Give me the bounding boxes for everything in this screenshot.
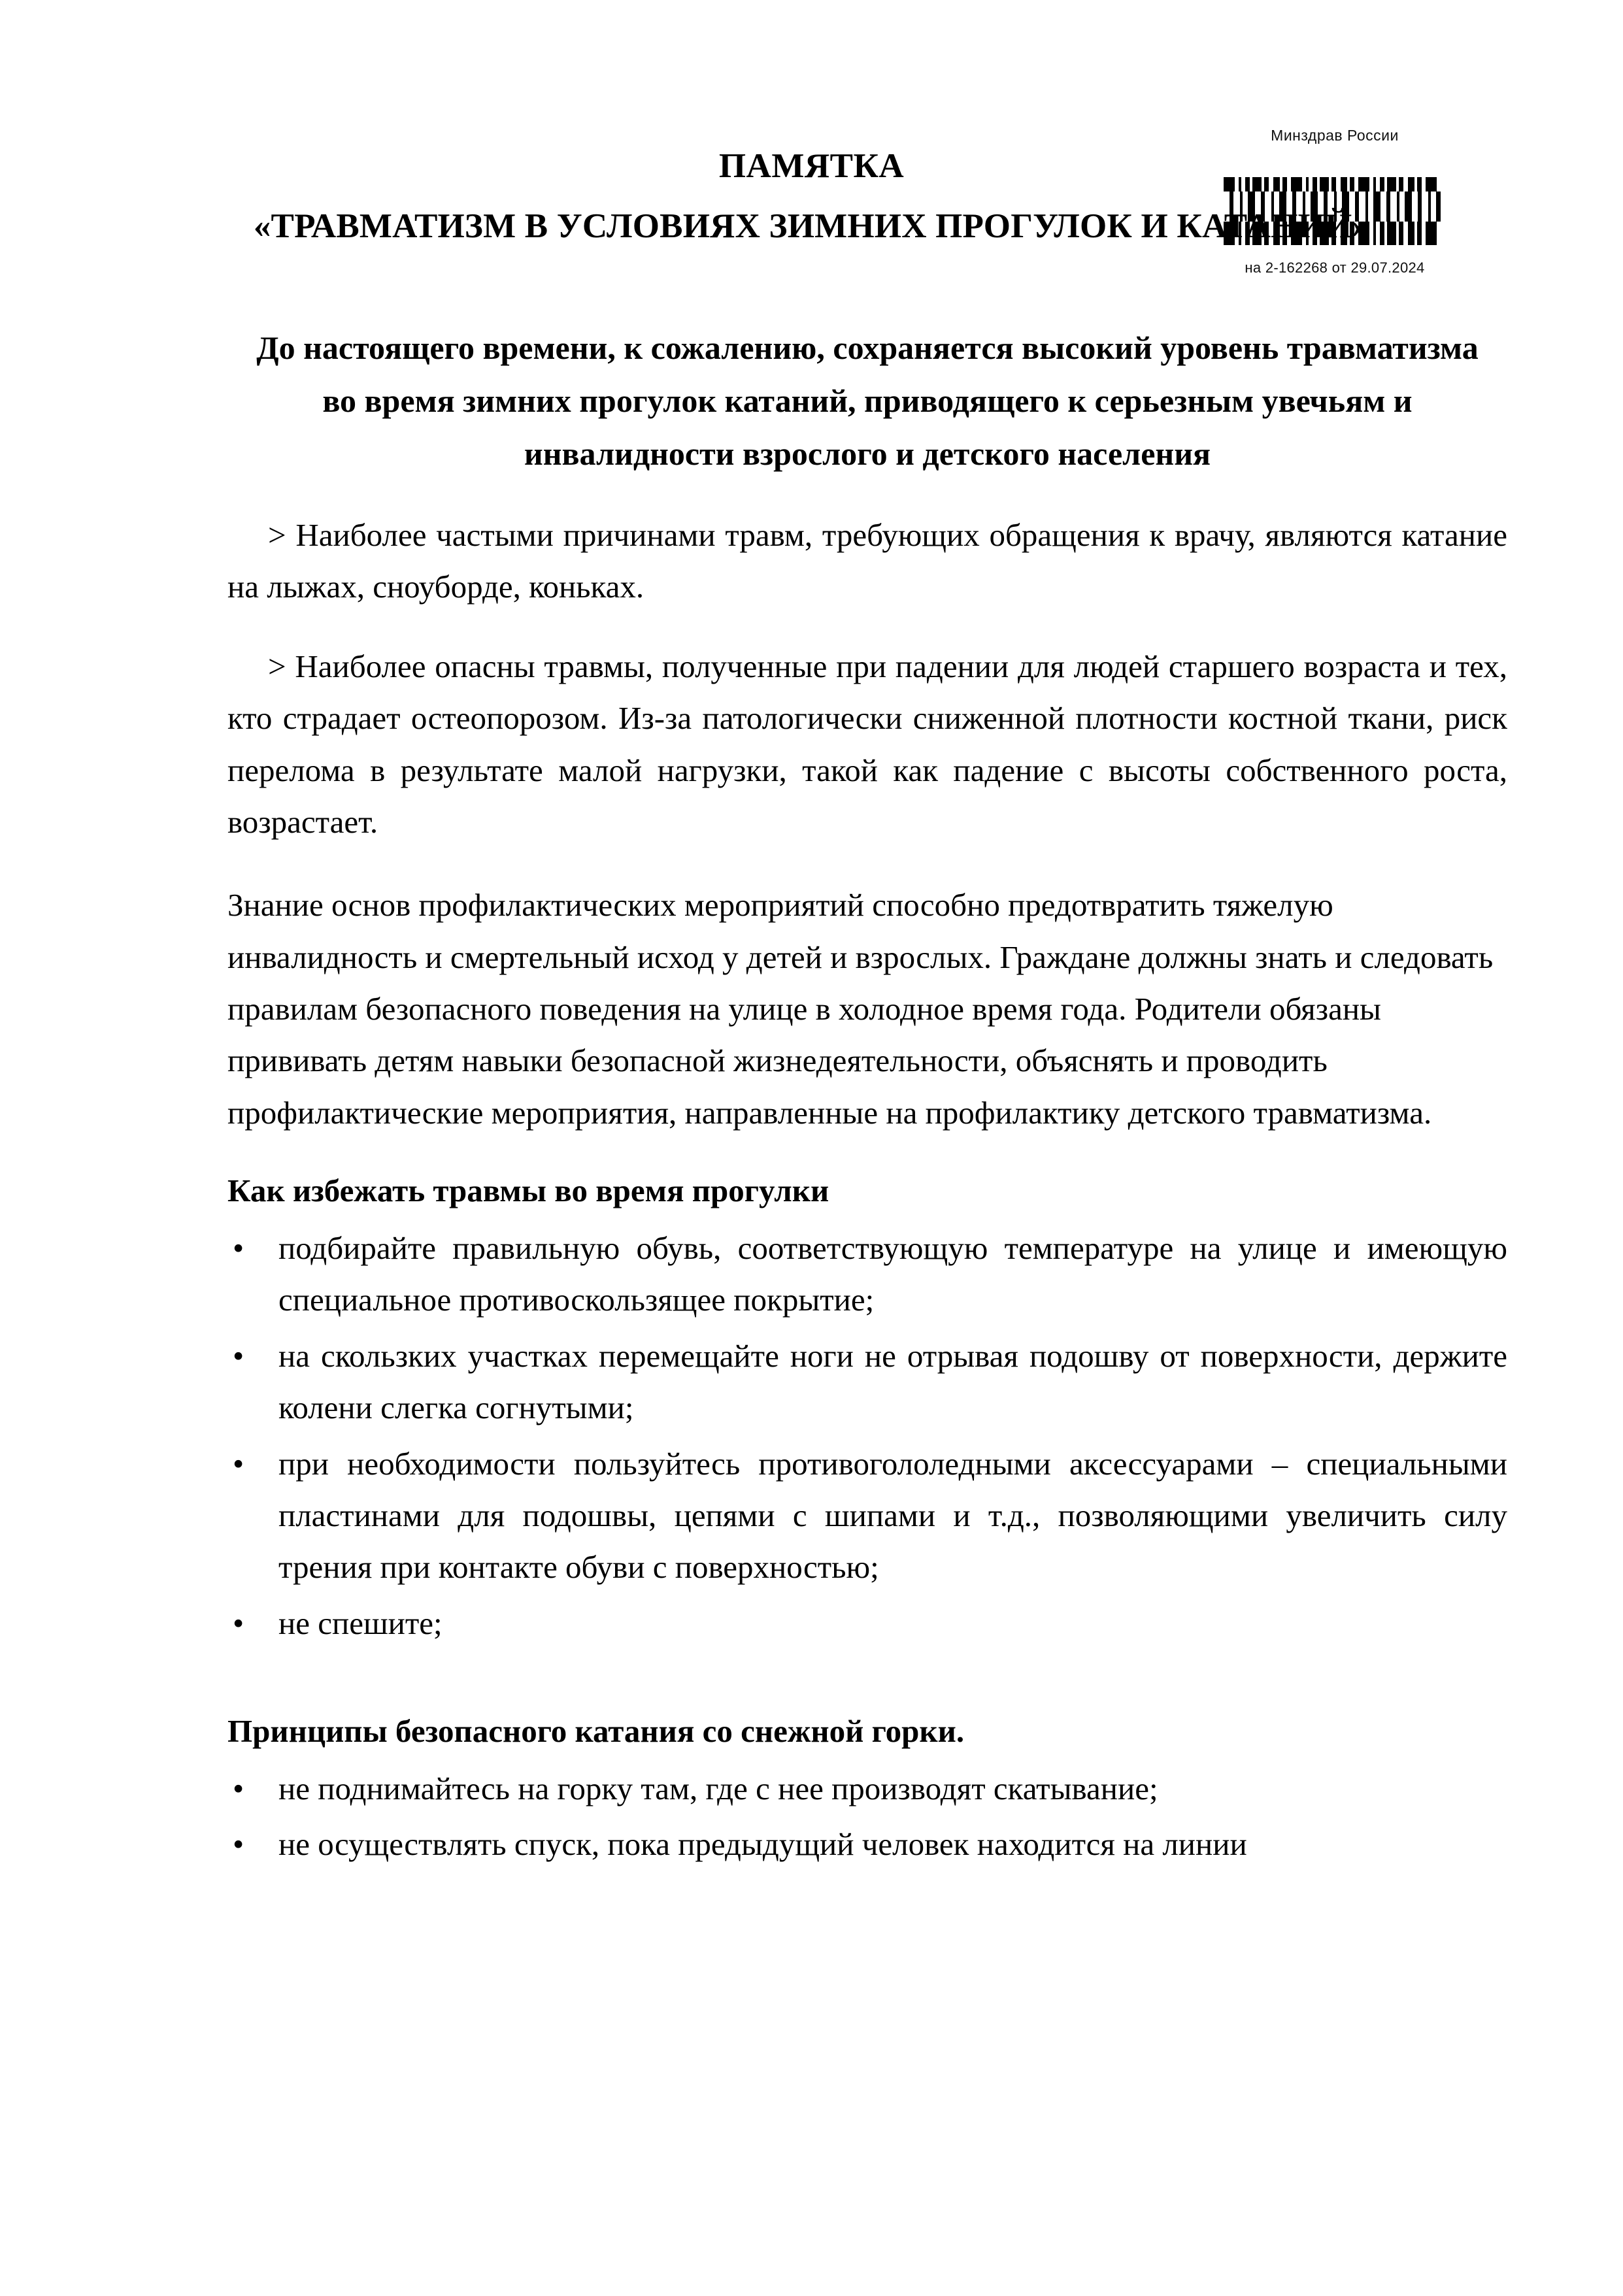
page-title: ПАМЯТКА bbox=[718, 147, 905, 185]
list-item-text: на скользких участках перемещайте ноги не отрывая подошву от поверхности, держите колени слегка согнутыми; bbox=[278, 1337, 1507, 1426]
stamp-organization-label: Минздрав России bbox=[1271, 127, 1399, 144]
arrow-item-1: > Наиболее частыми причинами травм, требующих обращения к врачу, являются катание на лыжах, сноуборде, коньках. bbox=[227, 517, 1507, 605]
bullet-icon: • bbox=[233, 1230, 244, 1267]
bullet-icon: • bbox=[233, 1771, 244, 1806]
list-item-text: не поднимайтесь на горку там, где с нее производят скатывание; bbox=[278, 1771, 1158, 1806]
lead-paragraph: До настоящего времени, к сожалению, сохраняется высокий уровень травматизма во время зимних прогулок катаний, приводящего к серьезным увечьям и инвалидности взрослого и детского населения bbox=[256, 329, 1479, 472]
list-item bbox=[227, 1818, 1507, 1870]
list-item bbox=[227, 1330, 1507, 1434]
list-item bbox=[227, 1763, 1507, 1814]
stamp-reference-number: на 2-162268 от 29.07.2024 bbox=[1245, 259, 1425, 276]
flow-paragraph: Знание основ профилактических мероприятий способно предотвратить тяжелую инвалидность и смертельный исход у детей и взрослых. Граждане должны знать и следовать правилам безопасного поведения на улице в холодное время года. Родители обязаны прививать детям навыки безопасной жизнедеятельности, объяснять и проводить профилактические мероприятия, направленные на профилактику детского травматизма. bbox=[227, 887, 1494, 1131]
list-item bbox=[227, 1222, 1507, 1326]
page-subtitle: «ТРАВМАТИЗМ В УСЛОВИЯХ ЗИМНИХ ПРОГУЛОК И КАТАНИЙ» bbox=[253, 207, 1370, 245]
list-item-text: не спешите; bbox=[278, 1605, 443, 1641]
document-body bbox=[227, 322, 1507, 1871]
bullet-icon: • bbox=[233, 1605, 244, 1641]
list-item-text: подбирайте правильную обувь, соответствующую температуре на улице и имеющую специальное противоскользящее покрытие; bbox=[278, 1230, 1507, 1318]
section-heading-prevention: Как избежать травмы во время прогулки bbox=[227, 1173, 829, 1209]
bullet-icon: • bbox=[233, 1445, 244, 1482]
list-item bbox=[227, 1438, 1507, 1593]
bullet-list-prevention bbox=[227, 1222, 1507, 1649]
list-item bbox=[227, 1597, 1507, 1649]
bullet-icon: • bbox=[233, 1337, 244, 1374]
arrow-item-2: > Наиболее опасны травмы, полученные при падении для людей старшего возраста и тех, кто страдает остеопорозом. Из-за патологически сниженной плотности костной ткани, риск перелома в результате малой нагрузки, такой как падение с высоты собственного роста, возрастает. bbox=[227, 648, 1507, 840]
list-item-text: при необходимости пользуйтесь противогололедными аксессуарами – специальными пластинами для подошвы, цепями с шипами и т.д., позволяющими увеличить силу трения при контакте обуви с поверхностью; bbox=[278, 1445, 1507, 1586]
bullet-list-sledding bbox=[227, 1763, 1507, 1871]
list-item-text: не осуществлять спуск, пока предыдущий человек находится на линии bbox=[278, 1826, 1247, 1863]
bullet-icon: • bbox=[233, 1826, 244, 1863]
section-heading-sledding: Принципы безопасного катания со снежной горки. bbox=[227, 1713, 965, 1750]
